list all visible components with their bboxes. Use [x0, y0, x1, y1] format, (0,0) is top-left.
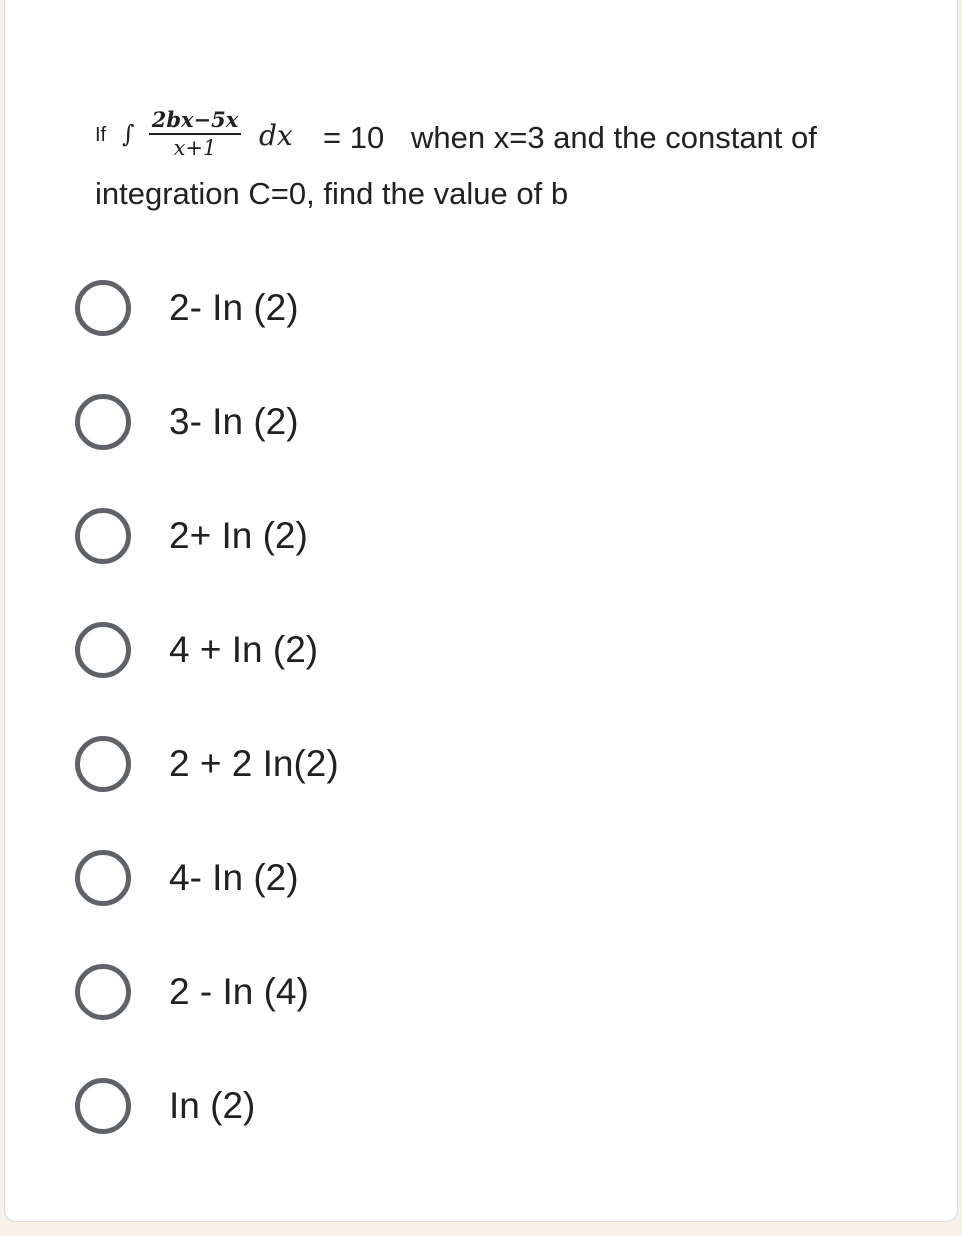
question-line-1	[95, 108, 895, 168]
option-3[interactable]	[75, 508, 575, 622]
option-7[interactable]	[75, 964, 575, 1078]
options-list	[75, 280, 575, 1192]
differential: dx	[259, 119, 293, 152]
option-8[interactable]	[75, 1078, 575, 1192]
integrand-fraction	[147, 108, 243, 160]
option-4[interactable]	[75, 622, 575, 736]
option-6[interactable]	[75, 850, 575, 964]
option-label: In (2)	[169, 1085, 256, 1126]
equals-value: = 10	[323, 120, 385, 155]
integral-sign: ∫	[122, 120, 135, 148]
option-label: 4- In (2)	[169, 857, 299, 898]
option-1[interactable]	[75, 280, 575, 394]
radio-button-icon[interactable]	[75, 508, 131, 564]
fraction-numerator: 2bx−5x	[151, 107, 239, 132]
question-card	[4, 0, 958, 1222]
option-label: 2 - In (4)	[169, 971, 309, 1012]
question-text	[95, 107, 895, 211]
option-label: 2- In (2)	[169, 287, 299, 328]
fraction-bar	[149, 133, 241, 135]
option-label: 2+ In (2)	[169, 515, 308, 556]
question-line-2: integration C=0, find the value of b	[95, 176, 569, 211]
question-condition: when x=3 and the constant of	[411, 120, 817, 155]
radio-button-icon[interactable]	[75, 394, 131, 450]
option-label: 4 + In (2)	[169, 629, 319, 670]
radio-button-icon[interactable]	[75, 850, 131, 906]
option-label: 2 + 2 In(2)	[169, 743, 339, 784]
radio-button-icon[interactable]	[75, 280, 131, 336]
radio-button-icon[interactable]	[75, 964, 131, 1020]
radio-button-icon[interactable]	[75, 736, 131, 792]
radio-button-icon[interactable]	[75, 1078, 131, 1134]
option-5[interactable]	[75, 736, 575, 850]
option-2[interactable]	[75, 394, 575, 508]
option-label: 3- In (2)	[169, 401, 299, 442]
fraction-denominator: x+1	[173, 136, 217, 160]
question-prefix: If	[95, 124, 107, 146]
radio-button-icon[interactable]	[75, 622, 131, 678]
